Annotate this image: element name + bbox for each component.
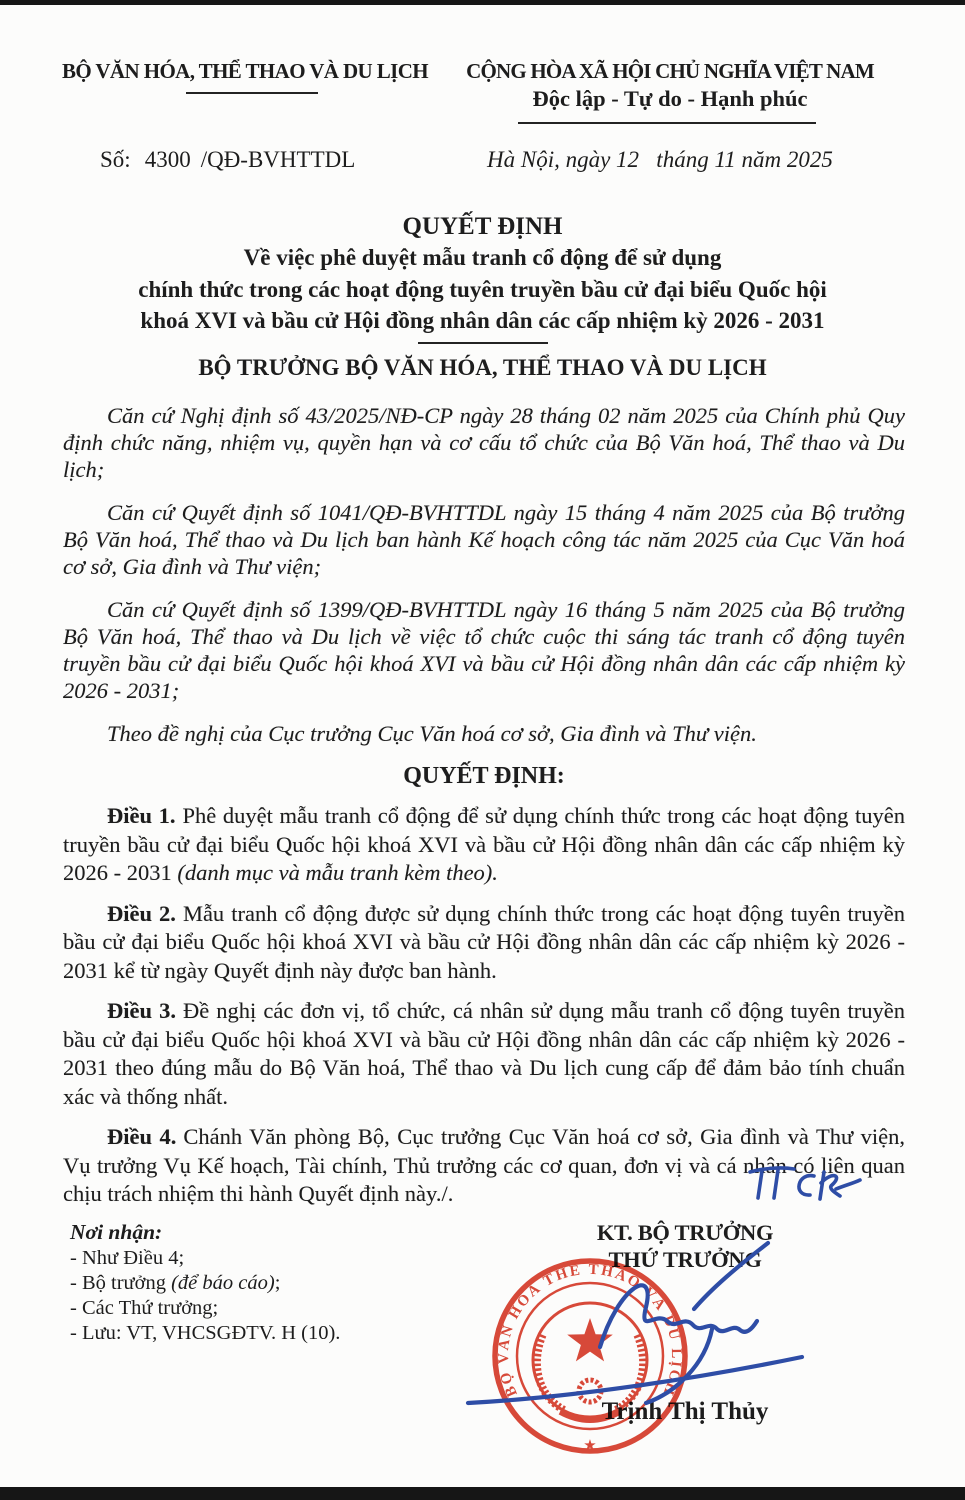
national-motto-line1: CỘNG HÒA XÃ HỘI CHỦ NGHĨA VIỆT NAM xyxy=(466,59,874,83)
recipient-item-2-pre: - Bộ trưởng xyxy=(70,1272,172,1294)
article-2 xyxy=(63,900,905,986)
decision-heading: QUYẾT ĐỊNH: xyxy=(403,763,565,789)
document-body xyxy=(63,402,905,1221)
initials-t1-stem xyxy=(758,1171,762,1198)
initials-tail-dash xyxy=(836,1180,860,1189)
initials-c xyxy=(799,1176,814,1195)
document-kind: QUYẾT ĐỊNH xyxy=(402,213,563,240)
preamble-proposal: Theo đề nghị của Cục trưởng Cục Văn hoá cơ sở, Gia đình và Thư viện. xyxy=(107,721,757,746)
ministry-underline xyxy=(186,92,318,94)
title-underline xyxy=(418,342,548,345)
initials-t2-stem xyxy=(774,1170,778,1198)
doc-number-value: 4300 xyxy=(144,147,191,172)
signature-flick-stroke xyxy=(694,1243,768,1309)
document-number-line xyxy=(100,147,355,173)
handwritten-signature xyxy=(450,1225,830,1415)
article-1 xyxy=(63,802,905,888)
recipients-label: Nơi nhận: xyxy=(70,1220,163,1244)
recipient-item-1: - Như Điều 4; xyxy=(70,1247,185,1269)
recipients-block xyxy=(70,1219,430,1346)
article-2-label: Điều 2. xyxy=(107,900,176,926)
recipient-item-2-post: ; xyxy=(274,1272,281,1294)
preamble-paragraph-1: Căn cứ Nghị định số 43/2025/NĐ-CP ngày 28 tháng 02 năm 2025 của Chính phủ Quy định chức năng, nhiệm vụ, quyền hạn và cơ cấu tổ chức của Bộ Văn hoá, Thể thao và Du lịch; xyxy=(63,403,905,482)
motto-underline xyxy=(518,122,816,124)
preamble-paragraph-3: Căn cứ Quyết định số 1399/QĐ-BVHTTDL ngày 16 tháng 5 năm 2025 của Bộ trưởng Bộ Văn hoá, Thể thao và Du lịch về việc tổ chức cuộc thi sáng tác tranh cổ động tuyên truyền bầu cử đại biểu Quốc hội khoá XVI và bầu cử Hội đồng nhân dân các cấp nhiệm kỳ 2026 - 2031; xyxy=(63,597,905,703)
initials-r xyxy=(820,1172,840,1199)
article-3-text: Đề nghị các đơn vị, tổ chức, cá nhân sử dụng mẫu tranh cổ động tuyên truyền bầu cử đại biểu Quốc hội khoá XVI và bầu cử Hội đồng nhân dân các cấp nhiệm kỳ 2026 - 2031 theo đúng mẫu do Bộ Văn hoá, Thể thao và Du lịch cung cấp để đảm bảo tính chuẩn xác và thống nhất. xyxy=(63,998,905,1109)
doc-number-label: Số: xyxy=(100,147,131,172)
subject-line-3: khoá XVI và bầu cử Hội đồng nhân dân các cấp nhiệm kỳ 2026 - 2031 xyxy=(140,308,825,333)
seal-ring-text: BỘ VĂN HÓA THỂ THAO VÀ DU LỊCH xyxy=(495,1261,685,1400)
article-1-text: Phê duyệt mẫu tranh cổ động để sử dụng chính thức trong các hoạt động tuyên truyền bầu cử đại biểu Quốc hội khoá XVI và bầu cử Hội đồng nhân dân các cấp nhiệm kỳ 2026 - 2031 xyxy=(63,803,906,885)
preamble-paragraph-2: Căn cứ Quyết định số 1041/QĐ-BVHTTDL ngày 15 tháng 4 năm 2025 của Bộ trưởng Bộ Văn hoá, Thể thao và Du lịch ban hành Kế hoạch công tác năm 2025 của Cục Văn hoá cơ sở, Gia đình và Thư viện; xyxy=(63,500,905,579)
signature-descender-stroke xyxy=(646,1329,712,1403)
recipient-item-2 xyxy=(70,1271,430,1296)
issuing-authority: BỘ TRƯỞNG BỘ VĂN HÓA, THỂ THAO VÀ DU LỊCH xyxy=(198,355,767,380)
signature-underline-stroke xyxy=(468,1357,802,1403)
signed-for-minister-line: KT. BỘ TRƯỞNG xyxy=(596,1220,774,1245)
national-header xyxy=(448,58,892,114)
article-3 xyxy=(63,997,905,1111)
recipient-item-2-italic: (để báo cáo) xyxy=(171,1272,275,1294)
title-block xyxy=(0,211,965,382)
recipient-item-3: - Các Thứ trưởng; xyxy=(70,1297,219,1319)
article-1-label: Điều 1. xyxy=(107,803,176,828)
signer-name: Trịnh Thị Thủy xyxy=(601,1398,769,1425)
seal-bottom-star-icon: ★ xyxy=(583,1438,597,1454)
article-1-italic-note: (danh mục và mẫu tranh kèm theo). xyxy=(177,860,498,885)
article-4-text: Chánh Văn phòng Bộ, Cục trưởng Cục Văn hoá cơ sở, Gia đình và Thư viện, Vụ trưởng Vụ Kế hoạch, Tài chính, Thủ trưởng các cơ quan, đơn vị và cá nhân có liên quan chịu trách nhiệm thi hành Quyết định này./. xyxy=(63,1124,905,1206)
issuing-ministry-name: BỘ VĂN HÓA, THỂ THAO VÀ DU LỊCH xyxy=(61,59,429,83)
deputy-minister-line: THỨ TRƯỞNG xyxy=(608,1247,762,1272)
handwritten-initials xyxy=(742,1158,867,1213)
signature-loops-stroke xyxy=(600,1285,757,1347)
photo-bottom-edge xyxy=(0,1487,965,1500)
article-2-text: Mẫu tranh cổ động được sử dụng chính thức trong các hoạt động tuyên truyền bầu cử đại biểu Quốc hội khoá XVI và bầu cử Hội đồng nhân dân các cấp nhiệm kỳ 2026 - 2031 kể từ ngày Quyết định này được ban hành. xyxy=(63,900,906,983)
article-4-label: Điều 4. xyxy=(107,1124,177,1149)
photo-top-edge xyxy=(0,0,965,5)
subject-line-1: Về việc phê duyệt mẫu tranh cổ động để sử dụng xyxy=(243,245,722,270)
doc-number-suffix: /QĐ-BVHTTDL xyxy=(200,147,356,172)
national-motto-line2: Độc lập - Tự do - Hạnh phúc xyxy=(532,86,808,111)
article-3-label: Điều 3. xyxy=(107,998,176,1023)
place-and-date: Hà Nội, ngày 12 tháng 11 năm 2025 xyxy=(487,147,833,172)
subject-line-2: chính thức trong các hoạt động tuyên truyền bầu cử đại biểu Quốc hội xyxy=(138,276,827,302)
initials-top-bar xyxy=(750,1168,794,1172)
recipient-item-4: - Lưu: VT, VHCSGĐTV. H (10). xyxy=(70,1322,341,1344)
